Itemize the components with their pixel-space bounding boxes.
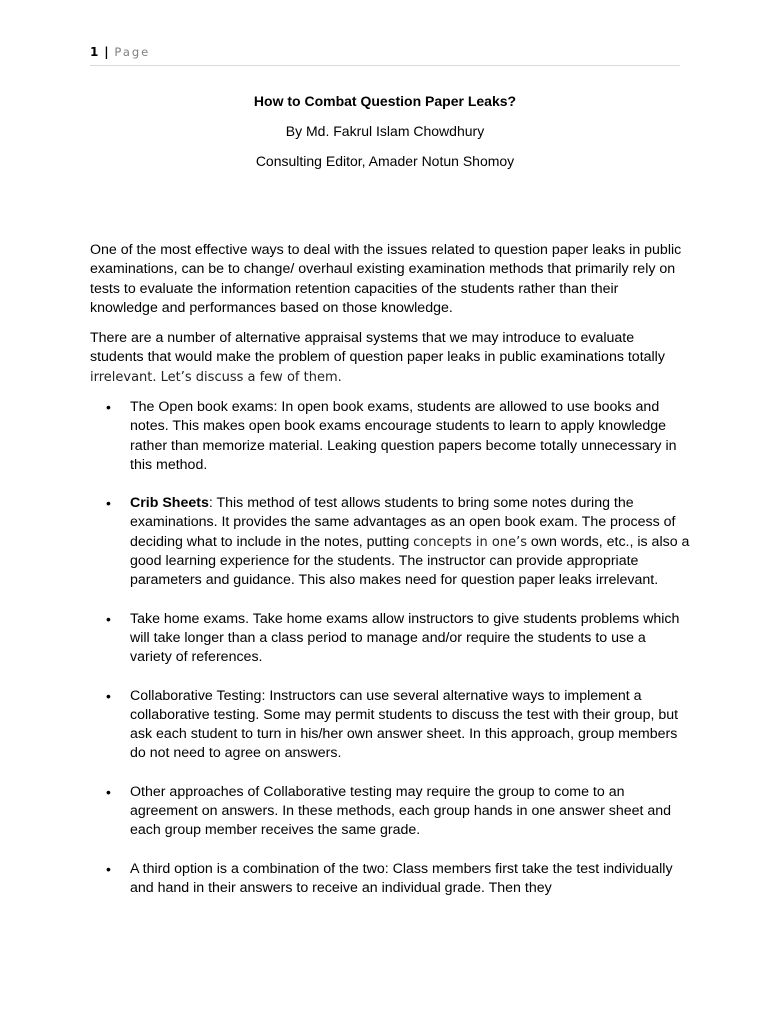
list-item-third-option: [90, 860, 690, 899]
list-item-text: A third option is a combination of the two: Class members first take the test individually and hand in their answers to receive an individual grade. Then they: [130, 860, 673, 896]
page-header: [90, 45, 680, 66]
list-item-collaborative-other: [90, 783, 690, 841]
methods-list: [90, 398, 690, 898]
paragraph-text-tail: irrelevant. Let’s discuss a few of them.: [90, 369, 342, 385]
list-item-text: Collaborative Testing: Instructors can use several alternative ways to implement a collaborative testing. Some may permit students to discuss the test with their group, but ask each student to turn in his/her own answer sheet. In this approach, group members do not need to agree on answers.: [130, 687, 679, 762]
list-item-lead: Crib Sheets: [130, 495, 209, 512]
list-item-text: Take home exams. Take home exams allow instructors to give students problems which will take longer than a class period to manage and/or require the students to use a variety of references.: [130, 610, 680, 666]
list-item-collaborative: [90, 687, 690, 764]
intro-paragraph: One of the most effective ways to deal with the issues related to question paper leaks in public examinations, can be to change/ overhaul existing examination methods that primarily rely on tests to evaluate the information retention capacities of the students rather than their knowledge and performances based on those knowledge.: [90, 242, 682, 316]
list-item-text: : This method of test allows students to bring some notes during the examinations. It provides the same advantages as an open book exam. The process of deciding what to include in the notes, putting: [130, 495, 676, 550]
page-number: 1: [90, 45, 99, 59]
list-item-crib-sheets: [90, 494, 690, 590]
page-label: Page: [114, 45, 151, 59]
page-separator: |: [104, 45, 109, 59]
list-item-text: The Open book exams: In open book exams, students are allowed to use books and notes. This makes open book exams encourage students to learn to apply knowledge rather than memorize material. Leaking question papers become totally unnecessary in this method.: [130, 399, 677, 473]
list-item-text: Other approaches of Collaborative testing may require the group to come to an agreement on answers. In these methods, each group hands in one answer sheet and each group member receives the same grade.: [130, 783, 672, 839]
alternatives-paragraph: [90, 329, 690, 387]
list-item-open-book: [90, 398, 690, 475]
document-title: How to Combat Question Paper Leaks?: [253, 93, 517, 109]
paragraph-text: There are a number of alternative appraisal systems that we may introduce to evaluate students that would make the problem of question paper leaks in public examinations totally: [90, 330, 665, 366]
author-byline: By Md. Fakrul Islam Chowdhury: [285, 123, 485, 139]
author-affiliation: Consulting Editor, Amader Notun Shomoy: [255, 153, 515, 169]
list-item-text: own words, etc., is also a good learning experience for the students. The instructor can provide appropriate parameters and guidance. This also makes need for question paper leaks irrelevant.: [130, 533, 690, 589]
list-item-take-home: [90, 610, 690, 668]
list-item-text-inline: concepts in one’s: [413, 534, 527, 550]
